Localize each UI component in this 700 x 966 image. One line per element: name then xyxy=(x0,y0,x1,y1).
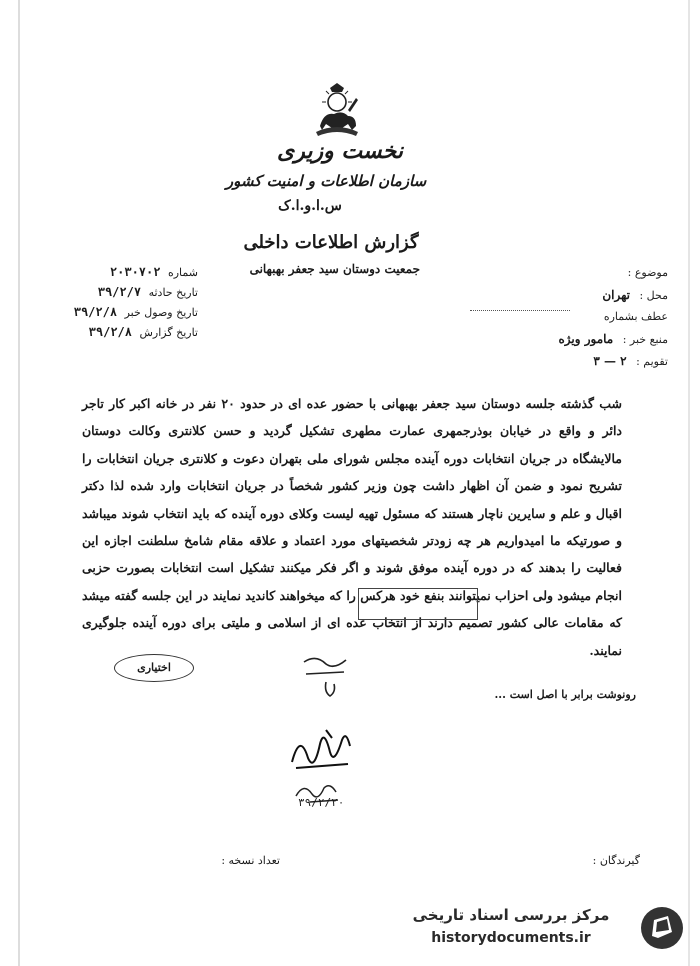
source-label: منبع خبر : xyxy=(622,333,668,346)
number-label: شماره xyxy=(167,266,198,279)
place-label: محل : xyxy=(639,289,668,302)
recipients-label: گیرندگان : xyxy=(592,854,640,867)
incident-date-value: ۳۹/۲/۷ xyxy=(97,285,142,299)
source-value: مامور ویژه xyxy=(558,332,614,346)
copy-certification: رونوشت برابر با اصل است ... xyxy=(494,688,636,701)
oval-stamp: اختیاری xyxy=(114,654,194,682)
watermark xyxy=(386,900,690,960)
signature xyxy=(286,722,356,776)
number-row xyxy=(28,262,198,282)
incident-date-label: تاریخ حادثه xyxy=(148,286,198,299)
scan-edge-left xyxy=(18,0,20,966)
watermark-url: historydocuments.ir xyxy=(431,930,591,946)
report-date-value: ۳۹/۲/۸ xyxy=(88,325,132,339)
lion-and-sun-emblem-icon xyxy=(312,82,362,138)
incident-date-row xyxy=(28,282,198,302)
rating-value: ۲ — ۳ xyxy=(593,354,627,368)
reference-label: عطف بشماره xyxy=(603,310,668,323)
place-value: تهران xyxy=(602,288,630,302)
handwritten-date: ۳۹/۲/۲۰ xyxy=(298,796,345,809)
report-body: شب گذشته جلسه دوستان سید جعفر بهبهانی با حضور عده ای در حدود ۲۰ نفر در خانه اکبر کار تاجر دائر و واقع در خیابان بوذرجمهری عمارت مطهری تشکیل گردید و حسن کلانتری وکالت دوستان مالایشگاه در جریان انتخابات دوره آینده مجلس شورای ملی بتهران دعوت و کلانتری جریان انتخابات را تشریح نمود و ضمن آن اظهار داشت چون وزیر کشور شخصاً در جریان انتخابات وارد شده لذا دکتر اقبال و علم و سایرین ناچار هستند که مسئول تهیه لیست وکلای دوره آینده که باید انتخاب شوند میباشد و صورتیکه ما امیدواریم هر چه زودتر شخصیتهای مورد اعتماد و علاقه مقام شامخ سلطنت اجازه این فعالیت را بدهند که در دوره آینده موفق شوند و اگر فکر میکنند تشکیل است انتخابات بصورت حزبی انجام میشود ولی احزاب نمیتوانند بنفع خود هرکس را که میخواهند کاندید نمایند در این جلسه گفته میشد که مقامات عالی کشور تصمیم دارند از انتخاب عده ای از اسلامی و ملیتی برای دوره آینده جلوگیری نمایند. xyxy=(82,396,622,658)
report-date-label: تاریخ گزارش xyxy=(139,326,198,339)
rating-label: تقویم : xyxy=(636,355,668,368)
watermark-name: مرکز بررسی اسناد تاریخی xyxy=(412,906,610,924)
news-date-label: تاریخ وصول خبر xyxy=(124,306,198,319)
subject-value: جمعیت دوستان سید جعفر بهبهانی xyxy=(249,262,420,276)
stamp-box xyxy=(358,588,478,620)
report-date-row xyxy=(28,322,198,342)
subject-label: موضوع : xyxy=(627,266,668,279)
rating-row xyxy=(370,350,668,372)
organization-code: س.ا.و.ا.ک xyxy=(278,198,342,214)
news-date-row xyxy=(28,302,198,322)
reference-dotted-line xyxy=(470,310,570,311)
number-value: ۲۰۳۰۷۰۲ xyxy=(109,265,161,279)
prime-ministry-title: نخست وزیری xyxy=(277,138,403,164)
subject-row xyxy=(370,262,668,284)
place-row xyxy=(370,284,668,306)
news-date-value: ۳۹/۲/۸ xyxy=(73,305,118,319)
report-title: گزارش اطلاعات داخلی xyxy=(243,232,419,253)
scan-edge-right xyxy=(688,0,690,966)
meta-left-block xyxy=(28,262,198,342)
organization-name: سازمان اطلاعات و امنیت کشور xyxy=(225,172,427,190)
source-row xyxy=(370,328,668,350)
meta-right-block xyxy=(370,262,668,372)
history-documents-logo-icon xyxy=(638,904,686,952)
copies-label: تعداد نسخه : xyxy=(221,854,280,867)
